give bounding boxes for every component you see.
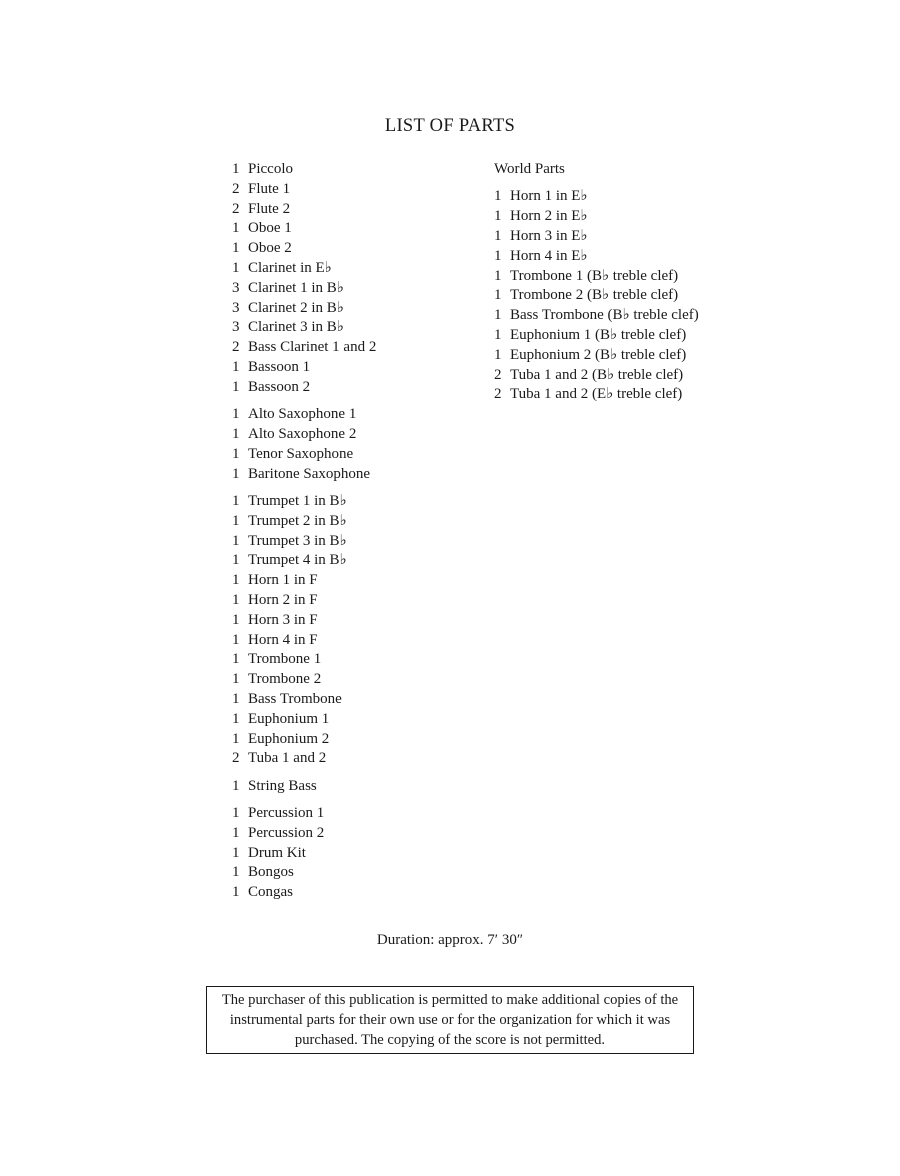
page-title: LIST OF PARTS xyxy=(384,116,516,136)
part-name: Oboe 1 xyxy=(248,220,292,237)
part-name: Horn 1 in F xyxy=(248,572,318,589)
part-row xyxy=(494,187,699,207)
part-quantity: 1 xyxy=(232,492,240,509)
part-name: Drum Kit xyxy=(248,844,306,861)
part-row xyxy=(494,227,699,247)
part-row xyxy=(232,844,376,864)
part-name: Trombone 1 xyxy=(248,651,322,668)
part-quantity: 1 xyxy=(494,287,502,304)
part-row xyxy=(232,710,376,730)
part-name: Trumpet 2 in B♭ xyxy=(248,512,347,529)
part-row xyxy=(494,366,699,386)
part-quantity: 1 xyxy=(494,208,502,225)
part-row xyxy=(232,650,376,670)
part-row xyxy=(232,239,376,259)
part-name: Flute 1 xyxy=(248,180,291,197)
part-name: Bongos xyxy=(248,864,294,881)
part-name: Horn 1 in E♭ xyxy=(510,188,588,205)
part-name: Clarinet 3 in B♭ xyxy=(248,319,344,336)
part-quantity: 1 xyxy=(232,844,240,861)
part-row xyxy=(232,824,376,844)
part-row xyxy=(232,465,376,485)
instrument-parts-list xyxy=(232,160,376,911)
part-quantity: 1 xyxy=(232,864,240,881)
part-row xyxy=(232,571,376,591)
part-row xyxy=(232,690,376,710)
part-quantity: 1 xyxy=(232,240,240,257)
part-name: Clarinet 1 in B♭ xyxy=(248,279,344,296)
part-name: Tuba 1 and 2 xyxy=(248,750,327,767)
world-parts-list xyxy=(494,160,699,405)
part-row xyxy=(232,425,376,445)
part-quantity: 1 xyxy=(494,247,502,264)
part-row xyxy=(232,777,376,797)
part-row xyxy=(232,219,376,239)
part-row xyxy=(232,445,376,465)
part-name: Horn 4 in E♭ xyxy=(510,247,588,264)
part-quantity: 1 xyxy=(232,552,240,569)
part-row xyxy=(232,551,376,571)
part-name: String Bass xyxy=(248,777,317,794)
part-group xyxy=(232,777,376,797)
part-row xyxy=(232,180,376,200)
part-row xyxy=(232,591,376,611)
part-quantity: 2 xyxy=(232,750,240,767)
part-name: Horn 4 in F xyxy=(248,631,318,648)
part-row xyxy=(232,160,376,180)
part-name: Alto Saxophone 2 xyxy=(248,425,357,442)
part-row xyxy=(232,532,376,552)
part-row xyxy=(232,299,376,319)
part-group xyxy=(232,492,376,769)
part-row xyxy=(494,326,699,346)
part-name: Oboe 2 xyxy=(248,240,292,257)
world-parts-heading: World Parts xyxy=(494,161,565,177)
part-row xyxy=(494,306,699,326)
copyright-notice-box xyxy=(206,986,694,1054)
copyright-notice-text: The purchaser of this publication is permitted to make additional copies of the instrumental parts for their own use or for the organization for which it was purchased. The copying of the score is not permitted. xyxy=(221,992,679,1048)
part-row xyxy=(494,385,699,405)
part-name: Congas xyxy=(248,884,293,901)
part-quantity: 1 xyxy=(232,532,240,549)
part-name: Clarinet in E♭ xyxy=(248,259,332,276)
part-quantity: 1 xyxy=(494,267,502,284)
part-row xyxy=(232,749,376,769)
part-name: Bass Trombone xyxy=(248,690,342,707)
part-quantity: 1 xyxy=(232,259,240,276)
part-row xyxy=(232,730,376,750)
part-name: Alto Saxophone 1 xyxy=(248,406,357,423)
part-name: Trumpet 3 in B♭ xyxy=(248,532,347,549)
part-name: Euphonium 2 (B♭ treble clef) xyxy=(510,346,687,363)
part-quantity: 1 xyxy=(232,512,240,529)
part-quantity: 3 xyxy=(232,299,240,316)
part-group xyxy=(232,405,376,484)
part-row xyxy=(494,267,699,287)
part-name: Euphonium 1 (B♭ treble clef) xyxy=(510,326,687,343)
part-name: Tenor Saxophone xyxy=(248,445,354,462)
part-name: Trombone 1 (B♭ treble clef) xyxy=(510,267,679,284)
part-quantity: 1 xyxy=(232,611,240,628)
part-row xyxy=(232,631,376,651)
part-name: Percussion 1 xyxy=(248,805,325,822)
part-name: Percussion 2 xyxy=(248,824,325,841)
part-row xyxy=(494,247,699,267)
part-quantity: 2 xyxy=(232,200,240,217)
part-name: Trumpet 4 in B♭ xyxy=(248,552,347,569)
part-quantity: 1 xyxy=(232,378,240,395)
part-row xyxy=(232,259,376,279)
part-quantity: 1 xyxy=(232,651,240,668)
part-quantity: 3 xyxy=(232,319,240,336)
part-name: Trombone 2 (B♭ treble clef) xyxy=(510,287,679,304)
part-row xyxy=(232,611,376,631)
part-name: Baritone Saxophone xyxy=(248,465,371,482)
part-row xyxy=(232,358,376,378)
part-name: Bass Trombone (B♭ treble clef) xyxy=(510,307,699,324)
part-quantity: 1 xyxy=(494,227,502,244)
part-quantity: 1 xyxy=(232,358,240,375)
part-quantity: 2 xyxy=(232,339,240,356)
part-row xyxy=(232,883,376,903)
part-quantity: 2 xyxy=(232,180,240,197)
part-row xyxy=(494,346,699,366)
part-row xyxy=(232,512,376,532)
part-name: Flute 2 xyxy=(248,200,291,217)
part-quantity: 1 xyxy=(232,631,240,648)
part-quantity: 1 xyxy=(232,824,240,841)
part-row xyxy=(232,804,376,824)
part-row xyxy=(232,405,376,425)
part-name: Horn 3 in E♭ xyxy=(510,227,588,244)
part-row xyxy=(232,200,376,220)
part-name: Horn 2 in F xyxy=(248,591,318,608)
part-name: Tuba 1 and 2 (E♭ treble clef) xyxy=(510,386,683,403)
part-row xyxy=(494,207,699,227)
part-quantity: 1 xyxy=(232,406,240,423)
part-name: Horn 3 in F xyxy=(248,611,318,628)
part-quantity: 1 xyxy=(494,188,502,205)
part-row xyxy=(232,670,376,690)
part-name: Trumpet 1 in B♭ xyxy=(248,492,347,509)
part-quantity: 2 xyxy=(494,366,502,383)
part-quantity: 1 xyxy=(232,690,240,707)
part-row xyxy=(232,318,376,338)
part-row xyxy=(232,279,376,299)
part-quantity: 1 xyxy=(232,161,240,177)
part-row xyxy=(232,492,376,512)
part-quantity: 2 xyxy=(494,386,502,403)
part-quantity: 1 xyxy=(232,465,240,482)
part-quantity: 1 xyxy=(232,884,240,901)
part-quantity: 1 xyxy=(232,591,240,608)
part-quantity: 1 xyxy=(494,346,502,363)
part-name: Piccolo xyxy=(248,161,293,177)
part-name: Clarinet 2 in B♭ xyxy=(248,299,344,316)
part-name: Horn 2 in E♭ xyxy=(510,208,588,225)
part-quantity: 1 xyxy=(232,445,240,462)
part-quantity: 1 xyxy=(232,425,240,442)
part-name: Euphonium 1 xyxy=(248,710,330,727)
part-name: Bassoon 2 xyxy=(248,378,311,395)
part-quantity: 1 xyxy=(232,805,240,822)
part-quantity: 1 xyxy=(494,307,502,324)
part-name: Tuba 1 and 2 (B♭ treble clef) xyxy=(510,366,684,383)
part-group xyxy=(232,804,376,903)
part-group xyxy=(232,160,376,398)
part-name: Euphonium 2 xyxy=(248,730,330,747)
part-name: Trombone 2 xyxy=(248,671,322,688)
part-name: Bass Clarinet 1 and 2 xyxy=(248,339,377,356)
part-row xyxy=(494,286,699,306)
part-row xyxy=(232,378,376,398)
part-quantity: 1 xyxy=(232,671,240,688)
part-quantity: 1 xyxy=(232,572,240,589)
part-quantity: 1 xyxy=(232,777,240,794)
part-row xyxy=(232,863,376,883)
part-quantity: 1 xyxy=(232,710,240,727)
duration-note: Duration: approx. 7′ 30″ xyxy=(376,932,524,948)
part-row xyxy=(232,338,376,358)
part-quantity: 1 xyxy=(232,220,240,237)
part-name: Bassoon 1 xyxy=(248,358,311,375)
part-quantity: 1 xyxy=(494,326,502,343)
part-quantity: 3 xyxy=(232,279,240,296)
part-quantity: 1 xyxy=(232,730,240,747)
